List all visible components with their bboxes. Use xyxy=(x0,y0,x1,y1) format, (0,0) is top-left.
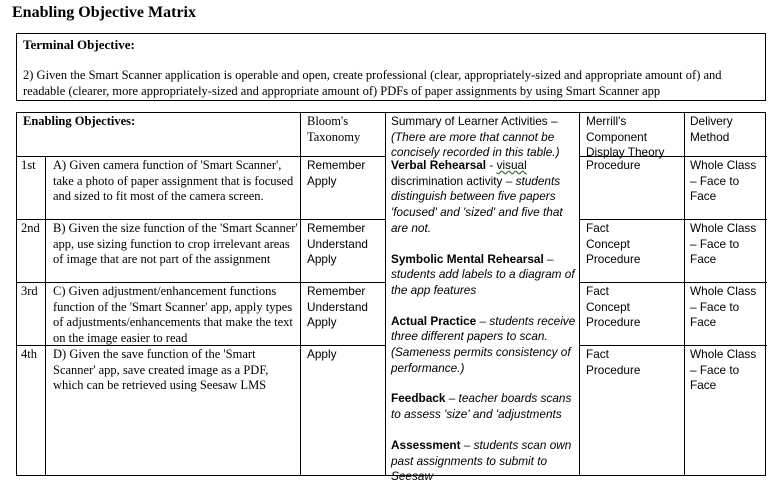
row-number: 2nd xyxy=(21,221,40,235)
header-delivery: Delivery Method xyxy=(690,114,733,144)
row-blooms: Apply xyxy=(307,347,337,361)
header-merrill: Merrill's Component Display Theory xyxy=(586,114,665,159)
row-blooms: Remember Apply xyxy=(307,158,366,188)
row-blooms: Remember Understand Apply xyxy=(307,221,368,266)
header-summary-activities: Summary of Learner Activities – (There are more that cannot be concisely recorded in this table.) xyxy=(391,114,560,159)
summary-activities-cell xyxy=(391,158,577,485)
row-divider xyxy=(579,345,767,346)
column-divider xyxy=(579,113,580,475)
header-blooms-taxonomy: Bloom's Taxonomy xyxy=(307,114,361,144)
activity-assessment: Assessment – students scan own past assignments to submit to Seesaw xyxy=(391,437,572,484)
enabling-objectives-table xyxy=(16,112,766,484)
activity-feedback: Feedback – teacher boards scans to assess 'size' and 'adjustments xyxy=(391,391,572,422)
terminal-objective-heading: Terminal Objective: xyxy=(23,37,135,52)
row-objective: D) Given the save function of the 'Smart Scanner' app, save created image as a PDF, which can be retrieved using Seesaw LMS xyxy=(53,347,269,392)
row-divider xyxy=(17,219,385,220)
column-divider xyxy=(684,113,685,475)
row-divider xyxy=(17,156,385,157)
row-objective: A) Given camera function of 'Smart Scanner', take a photo of paper assignment that is focused and sized to fit most of the camera screen. xyxy=(53,158,294,203)
column-divider xyxy=(300,113,301,475)
row-merrill: Fact Procedure xyxy=(586,347,641,377)
row-number: 4th xyxy=(21,347,37,361)
row-divider xyxy=(579,282,767,283)
activity-actual-practice: Actual Practice – students receive three different papers to scan. (Sameness permits consistency of performance.) xyxy=(391,313,576,375)
terminal-objective-text: 2) Given the Smart Scanner application is operable and open, create professional (clear, appropriately-sized and appropriate amount of) and readable (clearer, more appropriately-sized and appropriate amount of) PDFs of paper assignments by using Smart Scanner app xyxy=(23,68,722,98)
row-merrill: Fact Concept Procedure xyxy=(586,221,641,266)
row-objective: C) Given adjustment/enhancement functions function of the 'Smart Scanner' app, apply types of adjustments/enhancements that make the text on the image easier to read xyxy=(53,284,293,345)
row-divider xyxy=(17,282,385,283)
row-delivery: Whole Class – Face to Face xyxy=(690,221,757,266)
row-blooms: Remember Understand Apply xyxy=(307,284,368,329)
row-delivery: Whole Class – Face to Face xyxy=(690,347,757,392)
row-divider xyxy=(579,219,767,220)
column-divider xyxy=(385,113,386,475)
terminal-objective-box xyxy=(16,33,766,101)
num-column-divider xyxy=(45,156,46,475)
page-title: Enabling Objective Matrix xyxy=(12,4,196,21)
row-objective: B) Given the size function of the 'Smart Scanner' app, use sizing function to crop irrelevant areas of image that are not part of the assignment xyxy=(53,221,298,266)
row-number: 1st xyxy=(21,158,36,172)
row-merrill: Procedure xyxy=(586,158,641,172)
row-delivery: Whole Class – Face to Face xyxy=(690,158,757,203)
row-number: 3rd xyxy=(21,284,38,298)
row-merrill: Fact Concept Procedure xyxy=(586,284,641,329)
activity-verbal-rehearsal: Verbal Rehearsal - visual discrimination activity – students distinguish between five papers 'focused' and 'sized' and five that are not. xyxy=(391,158,563,235)
row-delivery: Whole Class – Face to Face xyxy=(690,284,757,329)
header-enabling-objectives: Enabling Objectives: xyxy=(23,114,136,128)
activity-symbolic-rehearsal: Symbolic Mental Rehearsal – students add labels to a diagram of the app features xyxy=(391,251,575,297)
